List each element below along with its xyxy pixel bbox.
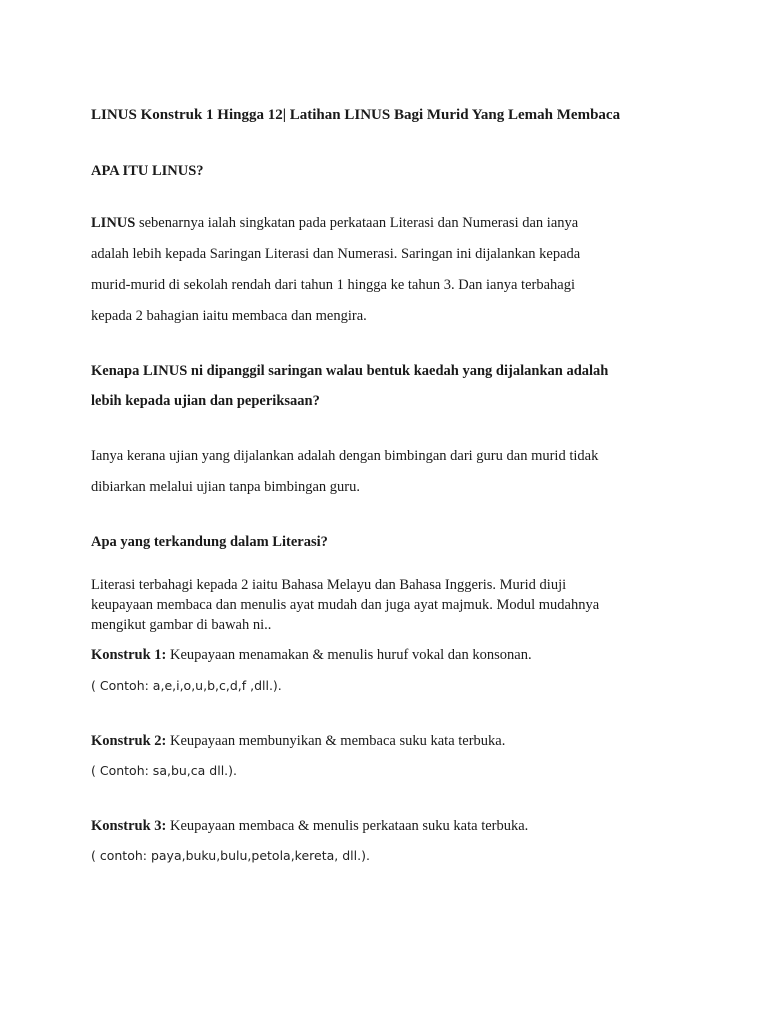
konstruk-2-desc: Keupayaan membunyikan & membaca suku kata terbuka. (166, 733, 506, 749)
konstruk-3-desc: Keupayaan membaca & menulis perkataan suku kata terbuka. (166, 818, 529, 834)
linus-lead-word: LINUS (91, 215, 136, 231)
konstruk-1-label: Konstruk 1: (91, 647, 167, 663)
answer-2-line-3: mengikut gambar di bawah ni.. (91, 617, 272, 633)
paragraph-1-line-2: adalah lebih kepada Saringan Literasi dan Numerasi. Saringan ini dijalankan kepada (91, 246, 581, 262)
konstruk-2-label: Konstruk 2: (91, 733, 167, 749)
konstruk-2 (91, 732, 505, 750)
paragraph-1-line-1 (91, 214, 578, 232)
paragraph-1-line-3: murid-murid di sekolah rendah dari tahun 1 hingga ke tahun 3. Dan ianya terbahagi (91, 277, 575, 293)
paragraph-1-line-4: kepada 2 bahagian iaitu membaca dan mengira. (91, 308, 367, 324)
konstruk-1-example: ( Contoh: a,e,i,o,u,b,c,d,f ,dll.). (91, 678, 282, 693)
paragraph-1-line-1-text: sebenarnya ialah singkatan pada perkataan Literasi dan Numerasi dan ianya (135, 215, 579, 231)
konstruk-1-desc: Keupayaan menamakan & menulis huruf vokal dan konsonan. (166, 647, 532, 663)
heading-apa-itu-linus: APA ITU LINUS? (91, 163, 204, 179)
konstruk-2-example: ( Contoh: sa,bu,ca dll.). (91, 763, 237, 778)
answer-2-line-2: keupayaan membaca dan menulis ayat mudah dan juga ayat majmuk. Modul mudahnya (91, 597, 600, 613)
konstruk-3-example: ( contoh: paya,buku,bulu,petola,kereta, dll.). (91, 848, 370, 863)
konstruk-1 (91, 646, 532, 664)
question-1-line-2: lebih kepada ujian dan peperiksaan? (91, 393, 320, 409)
answer-2-line-1: Literasi terbahagi kepada 2 iaitu Bahasa Melayu dan Bahasa Inggeris. Murid diuji (91, 577, 567, 593)
konstruk-3 (91, 817, 528, 835)
konstruk-3-label: Konstruk 3: (91, 818, 167, 834)
answer-1-line-1: Ianya kerana ujian yang dijalankan adalah dengan bimbingan dari guru dan murid tidak (91, 448, 599, 464)
answer-1-line-2: dibiarkan melalui ujian tanpa bimbingan guru. (91, 479, 360, 495)
document-title: LINUS Konstruk 1 Hingga 12| Latihan LINUS Bagi Murid Yang Lemah Membaca (91, 107, 621, 123)
question-2: Apa yang terkandung dalam Literasi? (91, 534, 328, 550)
question-1-line-1: Kenapa LINUS ni dipanggil saringan walau bentuk kaedah yang dijalankan adalah (91, 363, 609, 379)
